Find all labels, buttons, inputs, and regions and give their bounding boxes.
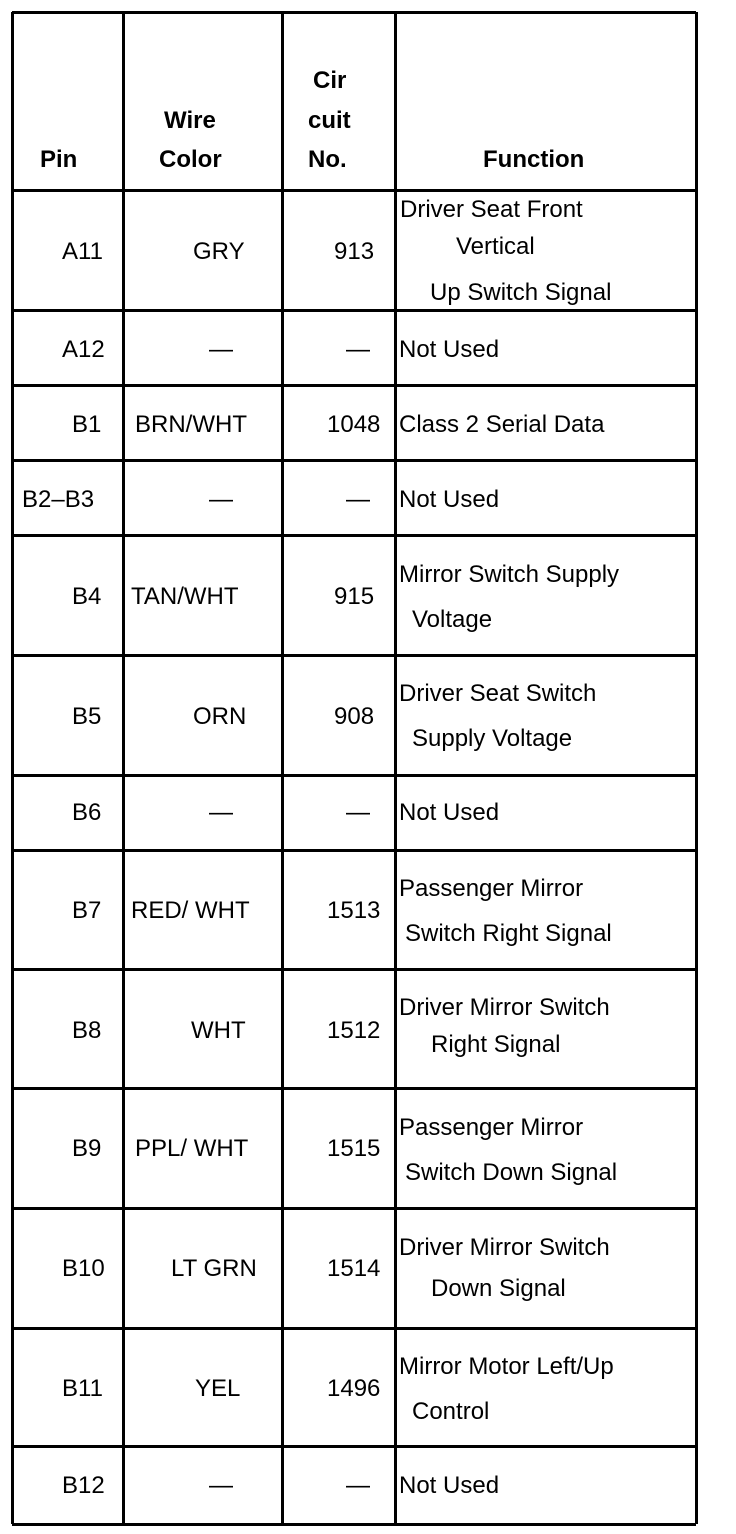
row-wire-color: ORN [193,703,247,730]
row-border [12,189,696,192]
row-border [12,654,696,657]
row-wire-color: TAN/WHT [131,583,239,610]
row-pin: B11 [62,1375,103,1402]
row-wire-color: LT GRN [171,1255,257,1282]
row-function-line: Voltage [412,606,493,633]
row-border [12,11,696,14]
row-circuit: 915 [334,583,375,610]
row-pin: B9 [72,1135,102,1162]
row-border [12,1327,696,1330]
row-wire-color: RED/ WHT [131,897,250,924]
row-function-line: Down Signal [431,1275,566,1302]
row-circuit: 1496 [327,1375,381,1402]
row-function-line: Switch Down Signal [405,1159,618,1186]
row-pin: A11 [62,238,103,265]
row-border [12,1445,696,1448]
row-border [12,1207,696,1210]
row-border [12,459,696,462]
row-wire-color: — [209,799,233,826]
row-function-line: Control [412,1398,490,1425]
row-function-line: Right Signal [431,1031,561,1058]
row-pin: B12 [62,1472,105,1499]
row-pin: B2–B3 [22,486,95,513]
row-pin: B1 [72,411,102,438]
row-pin: A12 [62,336,105,363]
header-circuit-line: No. [308,146,347,173]
row-function-line: Supply Voltage [412,725,573,752]
row-function-line: Not Used [399,486,500,513]
row-border [12,774,696,777]
column-border [394,12,397,1524]
row-function-line: Mirror Motor Left/Up [399,1353,614,1380]
row-circuit: — [346,1472,370,1499]
row-wire-color: — [209,486,233,513]
row-function-line: Not Used [399,1472,500,1499]
row-border [12,849,696,852]
header-wire-color-line: Wire [164,107,216,134]
header-circuit-line: Cir [313,67,347,94]
header-wire-color-line: Color [159,146,222,173]
row-circuit: 908 [334,703,375,730]
header-function: Function [483,146,585,173]
row-border [12,534,696,537]
row-function-line: Driver Seat Front [400,196,583,223]
row-function-line: Switch Right Signal [405,920,612,947]
pin-table [12,12,696,1524]
row-function-line: Driver Mirror Switch [399,994,610,1021]
row-pin: B10 [62,1255,105,1282]
row-border [12,309,696,312]
row-wire-color: YEL [195,1375,241,1402]
row-function-line: Not Used [399,336,500,363]
row-circuit: 1512 [327,1017,381,1044]
row-wire-color: — [209,1472,233,1499]
row-circuit: 1514 [327,1255,381,1282]
row-pin: B8 [72,1017,102,1044]
row-function-line: Class 2 Serial Data [399,411,605,438]
row-circuit: — [346,799,370,826]
row-pin: B5 [72,703,102,730]
header-circuit-line: cuit [308,107,351,134]
row-pin: B6 [72,799,102,826]
row-wire-color: BRN/WHT [135,411,247,438]
row-pin: B4 [72,583,102,610]
row-function-line: Not Used [399,799,500,826]
row-function-line: Passenger Mirror [399,875,584,902]
row-circuit: 913 [334,238,375,265]
row-wire-color: PPL/ WHT [135,1135,249,1162]
row-wire-color: — [209,336,233,363]
row-border [12,1087,696,1090]
row-border [12,384,696,387]
column-border [281,12,284,1524]
row-pin: B7 [72,897,102,924]
row-circuit: — [346,336,370,363]
column-border [11,12,14,1524]
row-circuit: 1048 [327,411,381,438]
row-circuit: — [346,486,370,513]
row-wire-color: GRY [193,238,245,265]
row-function-line: Driver Mirror Switch [399,1234,610,1261]
row-function-line: Up Switch Signal [430,279,612,306]
row-border [12,1523,696,1526]
column-border [122,12,125,1524]
row-circuit: 1513 [327,897,381,924]
row-function-line: Driver Seat Switch [399,680,597,707]
row-function-line: Mirror Switch Supply [399,561,620,588]
row-function-line: Passenger Mirror [399,1114,584,1141]
header-pin: Pin [40,146,78,173]
row-circuit: 1515 [327,1135,381,1162]
column-border [695,12,698,1524]
row-border [12,968,696,971]
row-function-line: Vertical [456,233,535,260]
row-wire-color: WHT [191,1017,246,1044]
